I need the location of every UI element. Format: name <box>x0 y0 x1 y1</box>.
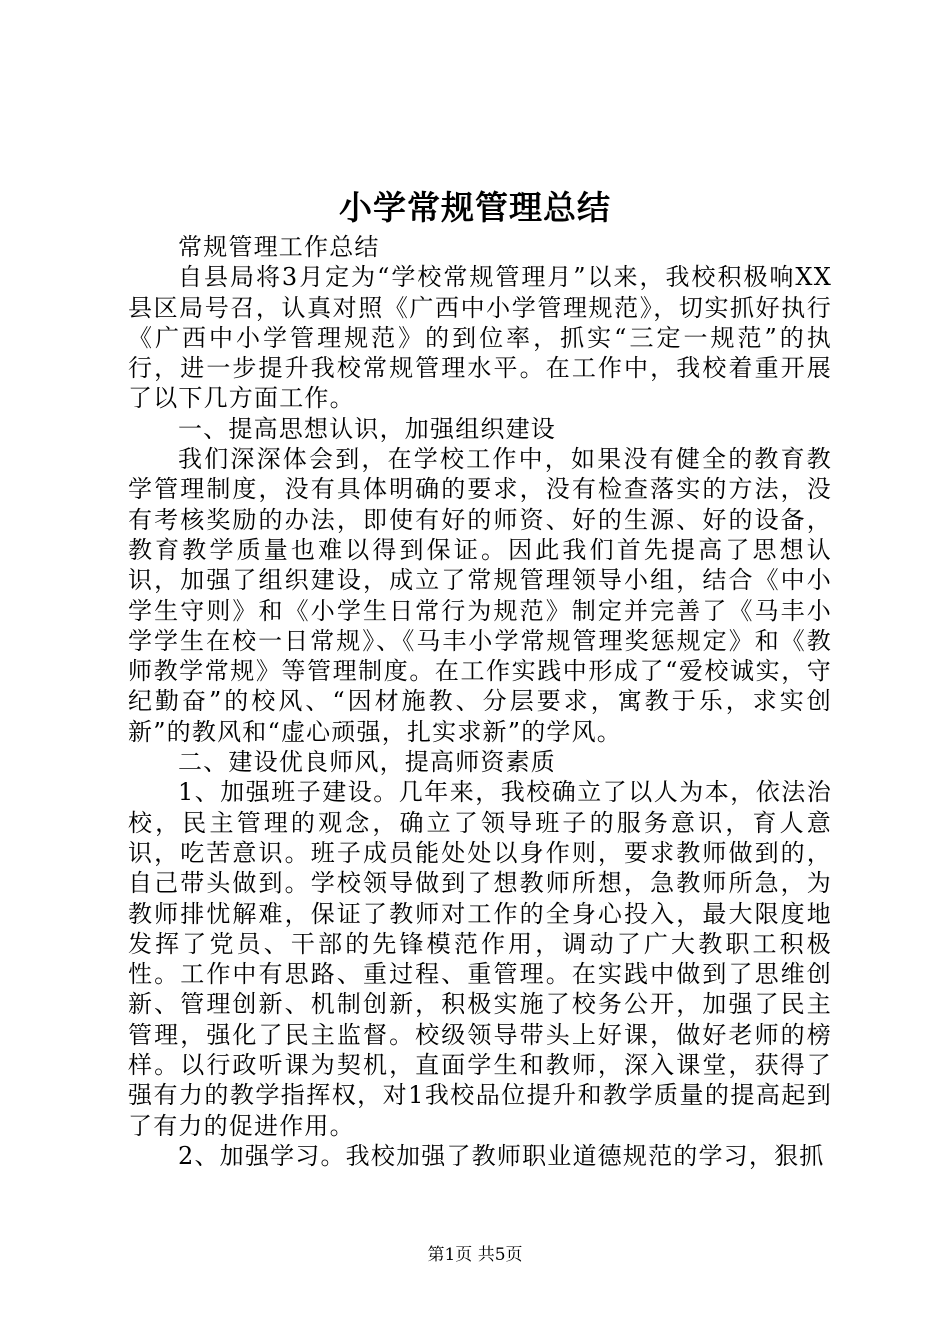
section-2-item-2-paragraph: 2、加强学习。我校加强了教师职业道德规范的学习，狠抓 <box>178 1141 825 1170</box>
document-subtitle: 常规管理工作总结 <box>178 233 380 261</box>
section-1-heading: 一、提高思想认识，加强组织建设 <box>178 414 556 443</box>
section-2-heading: 二、建设优良师风，提高师资素质 <box>178 748 556 777</box>
document-title: 小学常规管理总结 <box>339 188 611 227</box>
document-body <box>128 232 832 1171</box>
section-2-item-1-paragraph: 1、加强班子建设。几年来，我校确立了以人为本，依法治校，民主管理的观念，确立了领导班子的服务意识，育人意识，吃苦意识。班子成员能处处以身作则，要求教师做到的，自己带头做到。学校领导做到了想教师所想，急教师所急，为教师排忧解难，保证了教师对工作的全身心投入，最大限度地发挥了党员、干部的先锋模范作用，调动了广大教职工积极性。工作中有思路、重过程、重管理。在实践中做到了思维创新、管理创新、机制创新，积极实施了校务公开，加强了民主管理，强化了民主监督。校级领导带头上好课，做好老师的榜样。以行政听课为契机，直面学生和教师，深入课堂，获得了强有力的教学指挥权，对1我校品位提升和教学质量的提高起到了有力的促进作用。 <box>128 778 832 1140</box>
section-1-paragraph: 我们深深体会到，在学校工作中，如果没有健全的教育教学管理制度，没有具体明确的要求，没有检查落实的方法，没有考核奖励的办法，即使有好的师资、好的生源、好的设备，教育教学质量也难以得到保证。因此我们首先提高了思想认识，加强了组织建设，成立了常规管理领导小组，结合《中小学生守则》和《小学生日常行为规范》制定并完善了《马丰小学学生在校一日常规》、《马丰小学常规管理奖惩规定》和《教师教学常规》等管理制度。在工作实践中形成了“爱校诚实，守纪勤奋”的校风、“因材施教、分层要求，寓教于乐，求实创新”的教风和“虚心顽强，扎实求新”的学风。 <box>128 445 832 746</box>
page-number-footer: 第1页 共5页 <box>427 1245 523 1265</box>
intro-paragraph: 自县局将3月定为“学校常规管理月”以来，我校积极响XX县区局号召，认真对照《广西中小学管理规范》，切实抓好执行《广西中小学管理规范》的到位率，抓实“三定一规范”的执行，进一步提升我校常规管理水平。在工作中，我校着重开展了以下几方面工作。 <box>128 263 832 413</box>
